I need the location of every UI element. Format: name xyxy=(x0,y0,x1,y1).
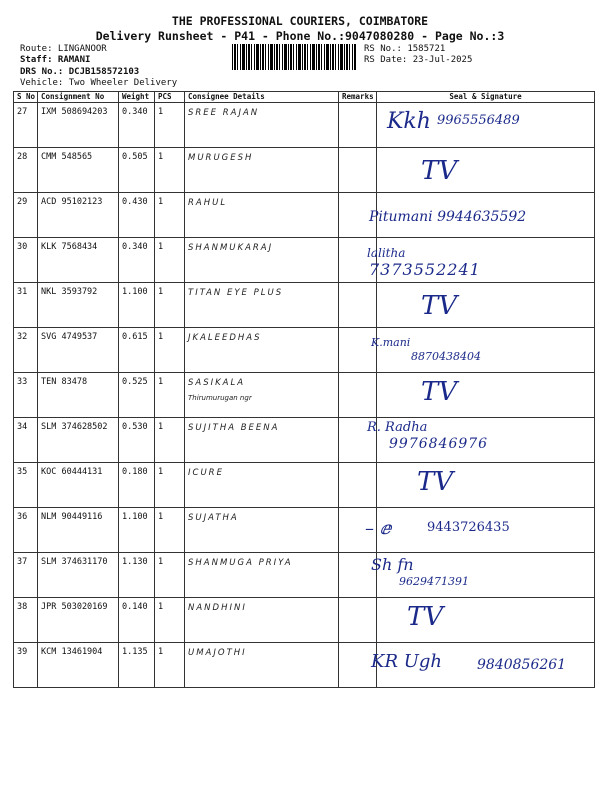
cell-consignee: UMAJOTHI xyxy=(185,643,339,688)
handwritten-phone: 9443726435 xyxy=(427,520,510,535)
table-row xyxy=(14,418,595,463)
barcode-image xyxy=(232,44,356,70)
cell-consignment: CMM 548565 xyxy=(38,148,119,193)
cell-weight: 0.430 xyxy=(119,193,155,238)
cell-pcs: 1 xyxy=(155,238,185,283)
cell-signature xyxy=(377,148,595,193)
drs-number: DRS No.: DCJB158572103 xyxy=(20,67,140,77)
cell-pcs: 1 xyxy=(155,508,185,553)
signature-scribble: KR Ugh xyxy=(371,651,443,672)
signature-scribble: Sh fn xyxy=(371,555,414,574)
cell-consignment: IXM 508694203 xyxy=(38,103,119,148)
cell-sno: 38 xyxy=(14,598,38,643)
cell-consignment: TEN 83478 xyxy=(38,373,119,418)
column-header-sno: S No xyxy=(14,92,38,103)
cell-consignment: SLM 374631170 xyxy=(38,553,119,598)
cell-remarks xyxy=(339,148,377,193)
cell-sno: 27 xyxy=(14,103,38,148)
cell-consignee: TITAN EYE PLUS xyxy=(185,283,339,328)
signature-scribble: – ⅇ xyxy=(365,518,392,539)
cell-consignment: KOC 60444131 xyxy=(38,463,119,508)
cell-signature xyxy=(371,643,595,688)
cell-consignment: KCM 13461904 xyxy=(38,643,119,688)
cell-sno: 35 xyxy=(14,463,38,508)
cell-signature xyxy=(377,463,595,508)
handwritten-name-phone: Pitumani 9944635592 xyxy=(369,209,527,225)
table-row xyxy=(14,508,595,553)
table-row xyxy=(14,328,595,373)
table-row xyxy=(14,238,595,283)
table-row xyxy=(14,598,595,643)
cell-consignee: MURUGESH xyxy=(185,148,339,193)
column-header-weight: Weight xyxy=(119,92,155,103)
cell-sno: 31 xyxy=(14,283,38,328)
cell-weight: 0.140 xyxy=(119,598,155,643)
table-row xyxy=(14,193,595,238)
cell-sno: 28 xyxy=(14,148,38,193)
table-header-row xyxy=(14,92,595,103)
cell-signature xyxy=(377,103,595,148)
cell-consignee: SUJATHA xyxy=(185,508,339,553)
runsheet-subtitle: Delivery Runsheet - P41 - Phone No.:9047080280 - Page No.:3 xyxy=(95,29,505,43)
cell-remarks xyxy=(339,598,377,643)
cell-remarks xyxy=(339,463,377,508)
tv-mark: TV xyxy=(421,291,458,321)
cell-signature xyxy=(369,193,595,238)
column-header-pcs: PCS xyxy=(155,92,185,103)
cell-signature xyxy=(377,373,595,418)
cell-signature xyxy=(377,283,595,328)
tv-mark: TV xyxy=(407,602,444,632)
cell-weight: 0.615 xyxy=(119,328,155,373)
cell-consignee: RAHUL xyxy=(185,193,339,238)
cell-weight: 0.340 xyxy=(119,103,155,148)
vehicle-label: Vehicle: Two Wheeler Delivery xyxy=(20,78,178,88)
column-header-remarks: Remarks xyxy=(339,92,377,103)
cell-remarks xyxy=(339,103,377,148)
staff-label: Staff: RAMANI xyxy=(20,55,91,65)
handwritten-phone: 9965556489 xyxy=(437,113,520,128)
cell-pcs: 1 xyxy=(155,463,185,508)
cell-consignee: JKALEEDHAS xyxy=(185,328,339,373)
cell-consignee: SHANMUGA PRIYA xyxy=(185,553,339,598)
column-header-consignee: Consignee Details xyxy=(185,92,339,103)
cell-sno: 37 xyxy=(14,553,38,598)
cell-sno: 36 xyxy=(14,508,38,553)
route-label: Route: LINGANOOR xyxy=(20,44,107,54)
handwritten-phone: 7373552241 xyxy=(369,260,481,279)
cell-weight: 0.180 xyxy=(119,463,155,508)
cell-weight: 1.130 xyxy=(119,553,155,598)
cell-sno: 30 xyxy=(14,238,38,283)
tv-mark: TV xyxy=(421,156,458,186)
rs-date: RS Date: 23-Jul-2025 xyxy=(364,55,473,65)
cell-weight: 0.530 xyxy=(119,418,155,463)
cell-signature xyxy=(371,328,595,373)
cell-signature xyxy=(377,598,595,643)
column-header-signature: Seal & Signature xyxy=(377,92,595,103)
handwritten-name: K.mani xyxy=(371,336,411,349)
handwritten-name: R. Radha xyxy=(367,420,428,435)
cell-consignment: ACD 95102123 xyxy=(38,193,119,238)
cell-pcs: 1 xyxy=(155,148,185,193)
cell-signature xyxy=(371,553,595,598)
cell-remarks xyxy=(339,373,377,418)
company-title: THE PROFESSIONAL COURIERS, COIMBATORE xyxy=(171,14,429,28)
handwritten-phone: 8870438404 xyxy=(411,350,481,363)
tv-mark: TV xyxy=(421,377,458,407)
table-row xyxy=(14,373,595,418)
table-row xyxy=(14,283,595,328)
cell-weight: 1.100 xyxy=(119,508,155,553)
cell-sno: 34 xyxy=(14,418,38,463)
rs-number: RS No.: 1585721 xyxy=(364,44,446,54)
cell-consignment: JPR 503020169 xyxy=(38,598,119,643)
cell-signature xyxy=(367,418,595,463)
cell-consignee: SREE RAJAN xyxy=(185,103,339,148)
table-row xyxy=(14,643,595,688)
tv-mark: TV xyxy=(417,467,454,497)
handwritten-phone: 9976846976 xyxy=(389,436,489,452)
table-row xyxy=(14,148,595,193)
cell-consignee: NANDHINI xyxy=(185,598,339,643)
cell-sno: 32 xyxy=(14,328,38,373)
handwritten-name: lalitha xyxy=(367,246,406,260)
table-row xyxy=(14,463,595,508)
cell-weight: 0.525 xyxy=(119,373,155,418)
cell-consignment: KLK 7568434 xyxy=(38,238,119,283)
cell-weight: 0.505 xyxy=(119,148,155,193)
cell-pcs: 1 xyxy=(155,643,185,688)
column-header-consignment: Consignment No xyxy=(38,92,119,103)
cell-consignee: SHANMUKARAJ xyxy=(185,238,339,283)
cell-sno: 39 xyxy=(14,643,38,688)
runsheet-table xyxy=(13,91,595,688)
cell-consignee: SUJITHA BEENA xyxy=(185,418,339,463)
cell-weight: 1.135 xyxy=(119,643,155,688)
cell-pcs: 1 xyxy=(155,598,185,643)
cell-pcs: 1 xyxy=(155,418,185,463)
cell-pcs: 1 xyxy=(155,193,185,238)
cell-weight: 0.340 xyxy=(119,238,155,283)
consignee-name: SASIKALA xyxy=(188,378,246,388)
signature-scribble: Kkh xyxy=(387,109,431,134)
cell-weight: 1.100 xyxy=(119,283,155,328)
cell-signature xyxy=(365,508,595,553)
table-row xyxy=(14,553,595,598)
cell-consignee: ICURE xyxy=(185,463,339,508)
cell-sno: 33 xyxy=(14,373,38,418)
consignee-address: Thirumurugan ngr xyxy=(188,394,252,402)
cell-consignment: NKL 3593792 xyxy=(38,283,119,328)
cell-consignment: SVG 4749537 xyxy=(38,328,119,373)
cell-consignment: SLM 374628502 xyxy=(38,418,119,463)
cell-pcs: 1 xyxy=(155,103,185,148)
cell-consignee xyxy=(185,373,339,418)
cell-remarks xyxy=(339,283,377,328)
cell-remarks xyxy=(339,328,377,373)
handwritten-phone: 9629471391 xyxy=(399,575,469,588)
cell-pcs: 1 xyxy=(155,328,185,373)
cell-pcs: 1 xyxy=(155,373,185,418)
cell-pcs: 1 xyxy=(155,283,185,328)
cell-consignment: NLM 90449116 xyxy=(38,508,119,553)
table-row xyxy=(14,103,595,148)
cell-signature xyxy=(367,238,595,283)
cell-pcs: 1 xyxy=(155,553,185,598)
cell-sno: 29 xyxy=(14,193,38,238)
handwritten-phone: 9840856261 xyxy=(477,657,567,673)
